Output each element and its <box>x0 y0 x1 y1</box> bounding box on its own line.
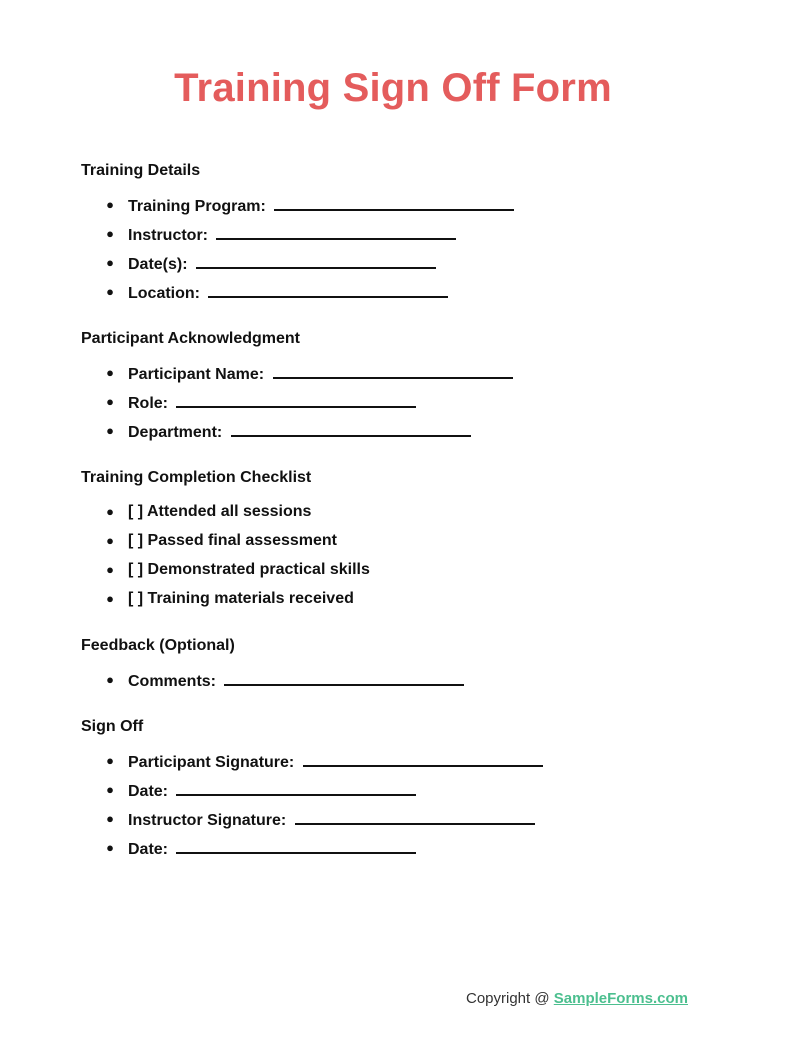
field-instructor-signature <box>81 808 721 837</box>
blank-line[interactable] <box>196 252 436 269</box>
bullet-icon: ● <box>106 394 114 409</box>
blank-line[interactable] <box>176 391 416 408</box>
field-list <box>81 194 721 310</box>
field-label: Participant Signature: <box>128 754 295 771</box>
blank-line[interactable] <box>231 420 471 437</box>
bullet-icon: ● <box>106 840 114 855</box>
field-label: Role: <box>128 395 168 412</box>
checklist-label: [ ] Passed final assessment <box>128 532 337 549</box>
copyright-footer <box>466 990 688 1007</box>
section-training-details <box>81 160 721 310</box>
blank-line[interactable] <box>224 669 464 686</box>
bullet-icon: ● <box>106 753 114 768</box>
field-instructor <box>81 223 721 252</box>
section-heading: Sign Off <box>81 718 144 735</box>
section-heading: Training Details <box>81 162 201 179</box>
field-comments <box>81 669 721 698</box>
copyright-text: Copyright @ <box>466 990 554 1007</box>
checklist-label: [ ] Training materials received <box>128 590 354 607</box>
field-label: Department: <box>128 424 223 441</box>
checklist-label: [ ] Attended all sessions <box>128 503 312 520</box>
section-participant-acknowledgment <box>81 328 721 449</box>
brand-link[interactable]: SampleForms.com <box>553 990 688 1007</box>
field-participant-signature <box>81 750 721 779</box>
blank-line[interactable] <box>303 750 543 767</box>
field-label: Date(s): <box>128 256 188 273</box>
checklist <box>81 501 721 617</box>
checklist-item[interactable] <box>81 559 721 588</box>
checklist-label: [ ] Demonstrated practical skills <box>128 561 370 578</box>
bullet-icon: ● <box>106 365 114 380</box>
bullet-icon: ● <box>106 226 114 241</box>
section-heading: Participant Acknowledgment <box>81 330 300 347</box>
bullet-icon: ● <box>106 284 114 299</box>
blank-line[interactable] <box>208 281 448 298</box>
field-label: Date: <box>128 783 169 800</box>
bullet-icon: ● <box>106 504 114 519</box>
bullet-icon: ● <box>106 672 114 687</box>
section-heading: Feedback (Optional) <box>81 637 235 654</box>
field-instructor-date <box>81 837 721 866</box>
bullet-icon: ● <box>106 423 114 438</box>
bullet-icon: ● <box>106 591 114 606</box>
field-label: Participant Name: <box>128 366 265 383</box>
bullet-icon: ● <box>106 255 114 270</box>
blank-line[interactable] <box>273 362 513 379</box>
field-department <box>81 420 721 449</box>
field-training-program <box>81 194 721 223</box>
blank-line[interactable] <box>176 779 416 796</box>
field-list <box>81 750 721 866</box>
section-feedback <box>81 635 721 698</box>
checklist-item[interactable] <box>81 530 721 559</box>
bullet-icon: ● <box>106 533 114 548</box>
field-label: Instructor Signature: <box>128 812 287 829</box>
blank-line[interactable] <box>274 194 514 211</box>
field-participant-date <box>81 779 721 808</box>
blank-line[interactable] <box>216 223 456 240</box>
section-completion-checklist <box>81 467 721 617</box>
field-label: Location: <box>128 285 200 302</box>
bullet-icon: ● <box>106 811 114 826</box>
form-body <box>81 160 721 884</box>
field-list <box>81 362 721 449</box>
bullet-icon: ● <box>106 782 114 797</box>
bullet-icon: ● <box>106 562 114 577</box>
field-dates <box>81 252 721 281</box>
field-label: Instructor: <box>128 227 208 244</box>
blank-line[interactable] <box>295 808 535 825</box>
bullet-icon: ● <box>106 197 114 212</box>
checklist-item[interactable] <box>81 588 721 617</box>
field-label: Training Program: <box>128 198 266 215</box>
field-location <box>81 281 721 310</box>
field-participant-name <box>81 362 721 391</box>
checklist-item[interactable] <box>81 501 721 530</box>
blank-line[interactable] <box>176 837 416 854</box>
page-title: Training Sign Off Form <box>174 66 612 110</box>
section-sign-off <box>81 716 721 866</box>
field-list <box>81 669 721 698</box>
field-label: Date: <box>128 841 169 858</box>
field-label: Comments: <box>128 673 217 690</box>
field-role <box>81 391 721 420</box>
section-heading: Training Completion Checklist <box>81 469 312 486</box>
